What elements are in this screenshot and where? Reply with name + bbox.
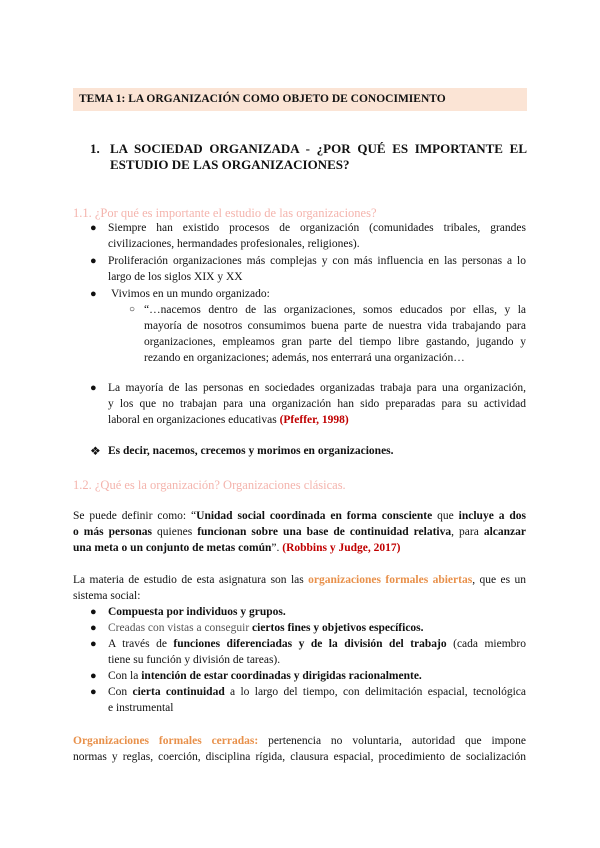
- bullet-dot: ●: [90, 622, 97, 634]
- bullet-text: largo de los siglos XIX y XX: [108, 271, 243, 283]
- bullet-dot: ●: [90, 382, 97, 394]
- bullet-dot: ●: [90, 222, 97, 234]
- closed-orgs-line2: normas y reglas, coerción, disciplina rígida, clausura espacial, procedimiento de socialización: [73, 751, 526, 763]
- definition-line3: una meta o un conjunto de metas común”. (Robbins y Judge, 2017): [73, 542, 401, 554]
- quote-text: “…nacemos dentro de las organizaciones, somos educados por ellas, y la: [144, 304, 526, 316]
- subsection-heading-1-1: 1.1. ¿Por qué es importante el estudio de las organizaciones?: [73, 206, 377, 220]
- citation: (Pfeffer, 1998): [279, 414, 349, 426]
- conclusion-text: Es decir, nacemos, crecemos y morimos en organizaciones.: [108, 445, 394, 457]
- quote-text: organizaciones, empleamos gran parte del tiempo libre gastando, jugando y: [144, 336, 526, 348]
- section-title-line2: ESTUDIO DE LAS ORGANIZACIONES?: [110, 157, 350, 172]
- bullet-text: Vivimos en un mundo organizado:: [111, 288, 270, 300]
- bullet-text: tiene su función y división de tareas).: [108, 654, 281, 666]
- bullet-text: La mayoría de las personas en sociedades organizadas trabaja para una organización,: [108, 382, 526, 394]
- section-title-line1: LA SOCIEDAD ORGANIZADA - ¿POR QUÉ ES IMPORTANTE EL: [110, 141, 527, 156]
- chapter-banner: TEMA 1: LA ORGANIZACIÓN COMO OBJETO DE CONOCIMIENTO: [73, 88, 527, 111]
- bullet-dot: ●: [90, 638, 97, 650]
- diamond-bullet-icon: ❖: [90, 444, 101, 458]
- quote-text: mayoría de nosotros consumimos buena parte de nuestra vida trabajando para: [144, 320, 526, 332]
- bullet-dot: ●: [90, 670, 97, 682]
- closed-orgs-line1: Organizaciones formales cerradas: pertenencia no voluntaria, autoridad que impone: [73, 735, 526, 747]
- bullet-text: laboral en organizaciones educativas (Pfeffer, 1998): [108, 414, 349, 426]
- bullet-text: Con la intención de estar coordinadas y dirigidas racionalmente.: [108, 670, 422, 682]
- sub-bullet-circle: ○: [129, 304, 136, 315]
- bullet-text: Proliferación organizaciones más complejas y con más influencia en las personas a lo: [108, 255, 526, 267]
- bullet-text: Compuesta por individuos y grupos.: [108, 606, 286, 618]
- bullet-text: e instrumental: [108, 702, 174, 714]
- citation: (Robbins y Judge, 2017): [282, 542, 401, 554]
- bullet-dot: ●: [90, 255, 97, 267]
- quote-text: rezando en organizaciones; además, nos enterrará una organización…: [144, 352, 465, 364]
- bullet-text: Con cierta continuidad a lo largo del tiempo, con delimitación espacial, tecnológica: [108, 686, 526, 698]
- subsection-heading-1-2: 1.2. ¿Qué es la organización? Organizaciones clásicas.: [73, 478, 346, 492]
- bullet-dot: ●: [90, 606, 97, 618]
- definition-line1: Se puede definir como: “Unidad social coordinada en forma consciente que incluye a dos: [73, 510, 527, 522]
- section-number: 1.: [90, 141, 100, 156]
- definition-line2: o más personas quienes funcionan sobre una base de continuidad relativa, para alcanzar: [73, 526, 526, 538]
- bullet-text: Creadas con vistas a conseguir ciertos fines y objetivos específicos.: [108, 622, 424, 634]
- bullet-text: y los que no trabajan para una organización han sido preparadas para su actividad: [108, 398, 526, 410]
- subject-line1: La materia de estudio de esta asignatura son las organizaciones formales abiertas, que es un: [73, 574, 527, 586]
- bullet-text: civilizaciones, hermandades profesionales, religiones).: [108, 238, 360, 250]
- bullet-text: Siempre han existido procesos de organización (comunidades tribales, grandes: [108, 222, 526, 234]
- subject-line2: sistema social:: [73, 590, 141, 602]
- bullet-text: A través de funciones diferenciadas y de la división del trabajo (cada miembro: [108, 638, 527, 650]
- bullet-dot: ●: [90, 686, 97, 698]
- bullet-dot: ●: [90, 288, 97, 300]
